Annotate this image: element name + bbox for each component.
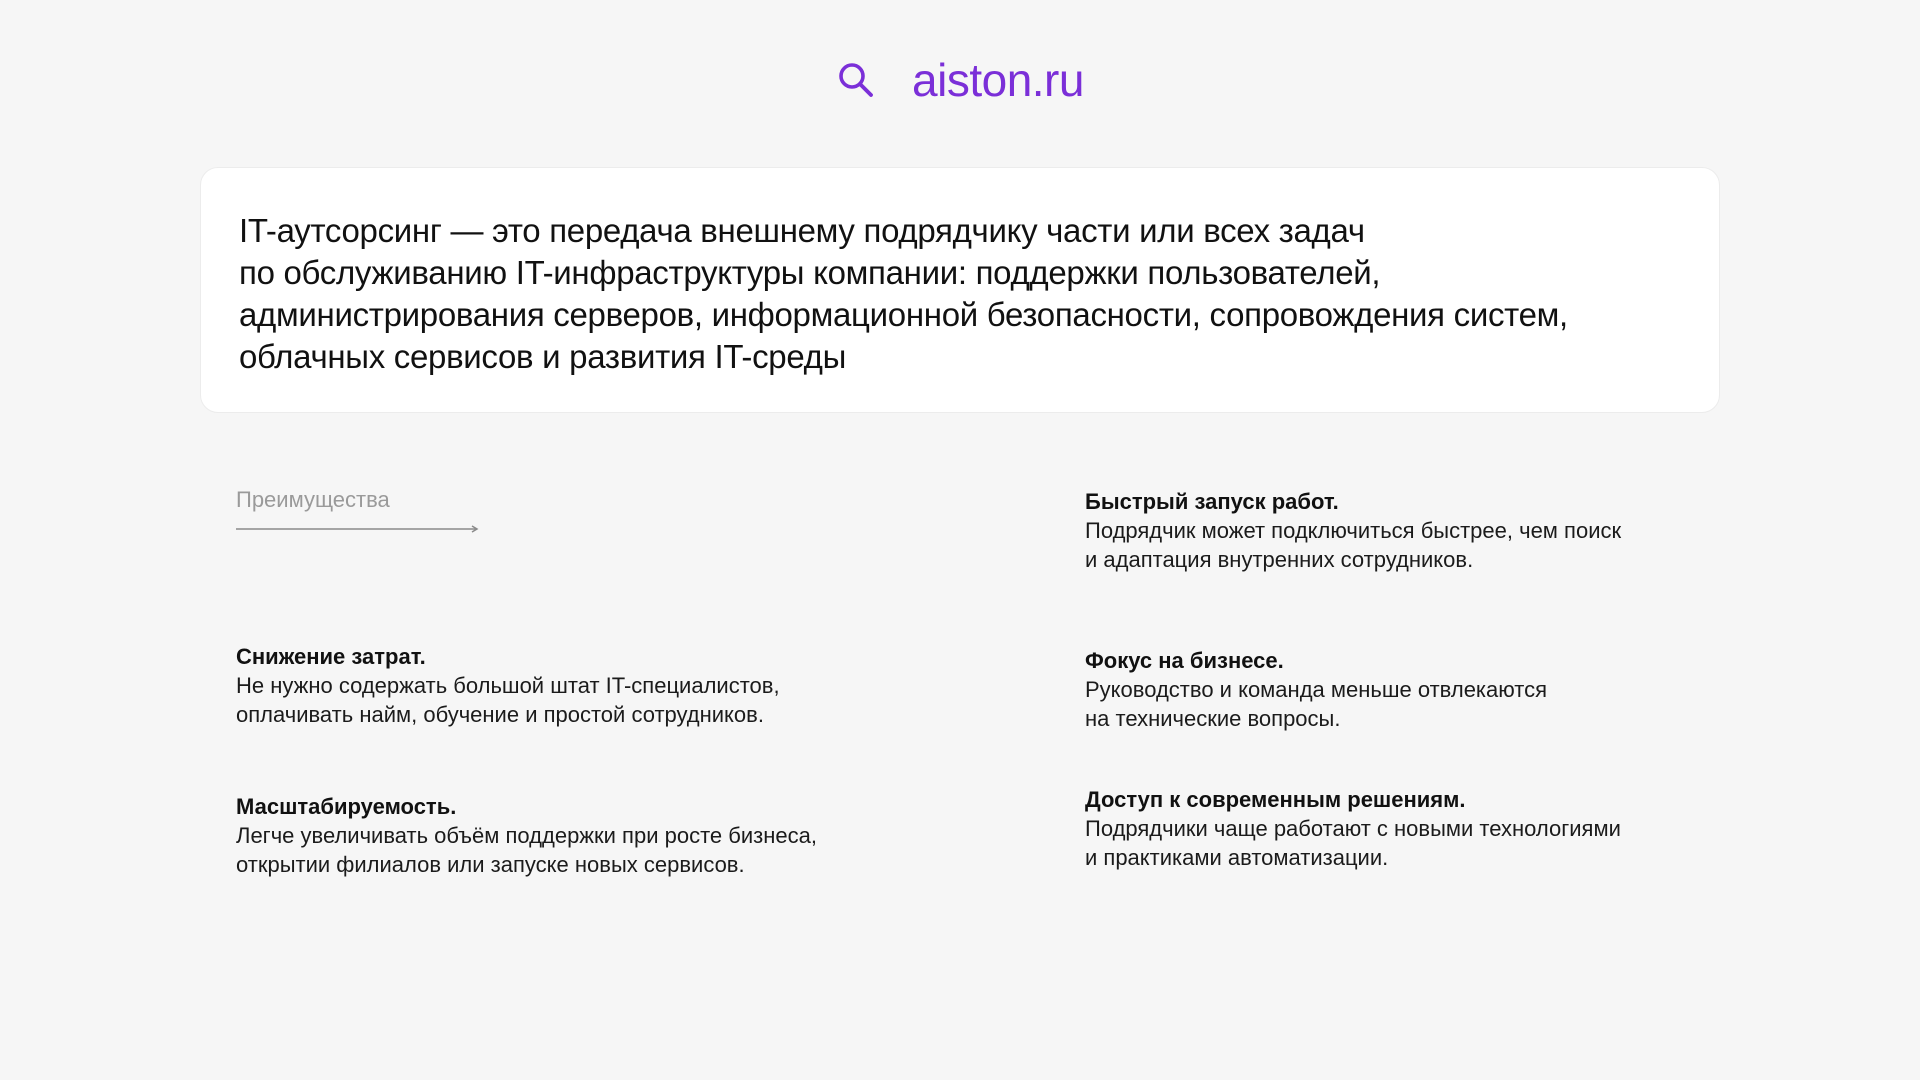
- benefit-scalability: [236, 792, 876, 879]
- benefit-text: Руководство и команда меньше отвлекаются на технические вопросы.: [1085, 677, 1548, 731]
- definition-line: администрирования серверов, информационной безопасности, сопровождения систем,: [239, 296, 1568, 333]
- site-header: [0, 52, 1920, 108]
- benefit-text: Подрядчики чаще работают с новыми технологиями и практиками автоматизации.: [1085, 816, 1621, 870]
- benefit-title: Масштабируемость.: [236, 794, 457, 819]
- benefit-text: Не нужно содержать большой штат IT-специалистов, оплачивать найм, обучение и простой сотрудников.: [236, 673, 780, 727]
- benefit-fast-start: [1085, 487, 1725, 574]
- definition-text: [239, 210, 1681, 378]
- benefit-title: Снижение затрат.: [236, 644, 426, 669]
- benefit-modern-solutions: [1085, 785, 1725, 872]
- benefit-business-focus: [1085, 646, 1725, 733]
- definition-line: IT-аутсорсинг — это передача внешнему подрядчику части или всех задач: [239, 212, 1365, 249]
- advantages-label: Преимущества: [236, 487, 390, 512]
- definition-line: облачных сервисов и развития IT-среды: [239, 338, 847, 375]
- arrow-right-icon: [236, 524, 480, 534]
- search-icon: [836, 60, 876, 100]
- benefit-text: Подрядчик может подключиться быстрее, чем поиск и адаптация внутренних сотрудников.: [1085, 518, 1622, 572]
- site-name: aiston.ru: [912, 54, 1084, 106]
- benefit-cost-reduction: [236, 642, 876, 729]
- benefit-title: Быстрый запуск работ.: [1085, 489, 1339, 514]
- benefit-title: Доступ к современным решениям.: [1085, 787, 1466, 812]
- benefit-text: Легче увеличивать объём поддержки при росте бизнеса, открытии филиалов или запуске новых сервисов.: [236, 823, 817, 877]
- benefit-title: Фокус на бизнесе.: [1085, 648, 1284, 673]
- definition-card: [200, 167, 1720, 413]
- definition-line: по обслуживанию IT-инфраструктуры компании: поддержки пользователей,: [239, 254, 1381, 291]
